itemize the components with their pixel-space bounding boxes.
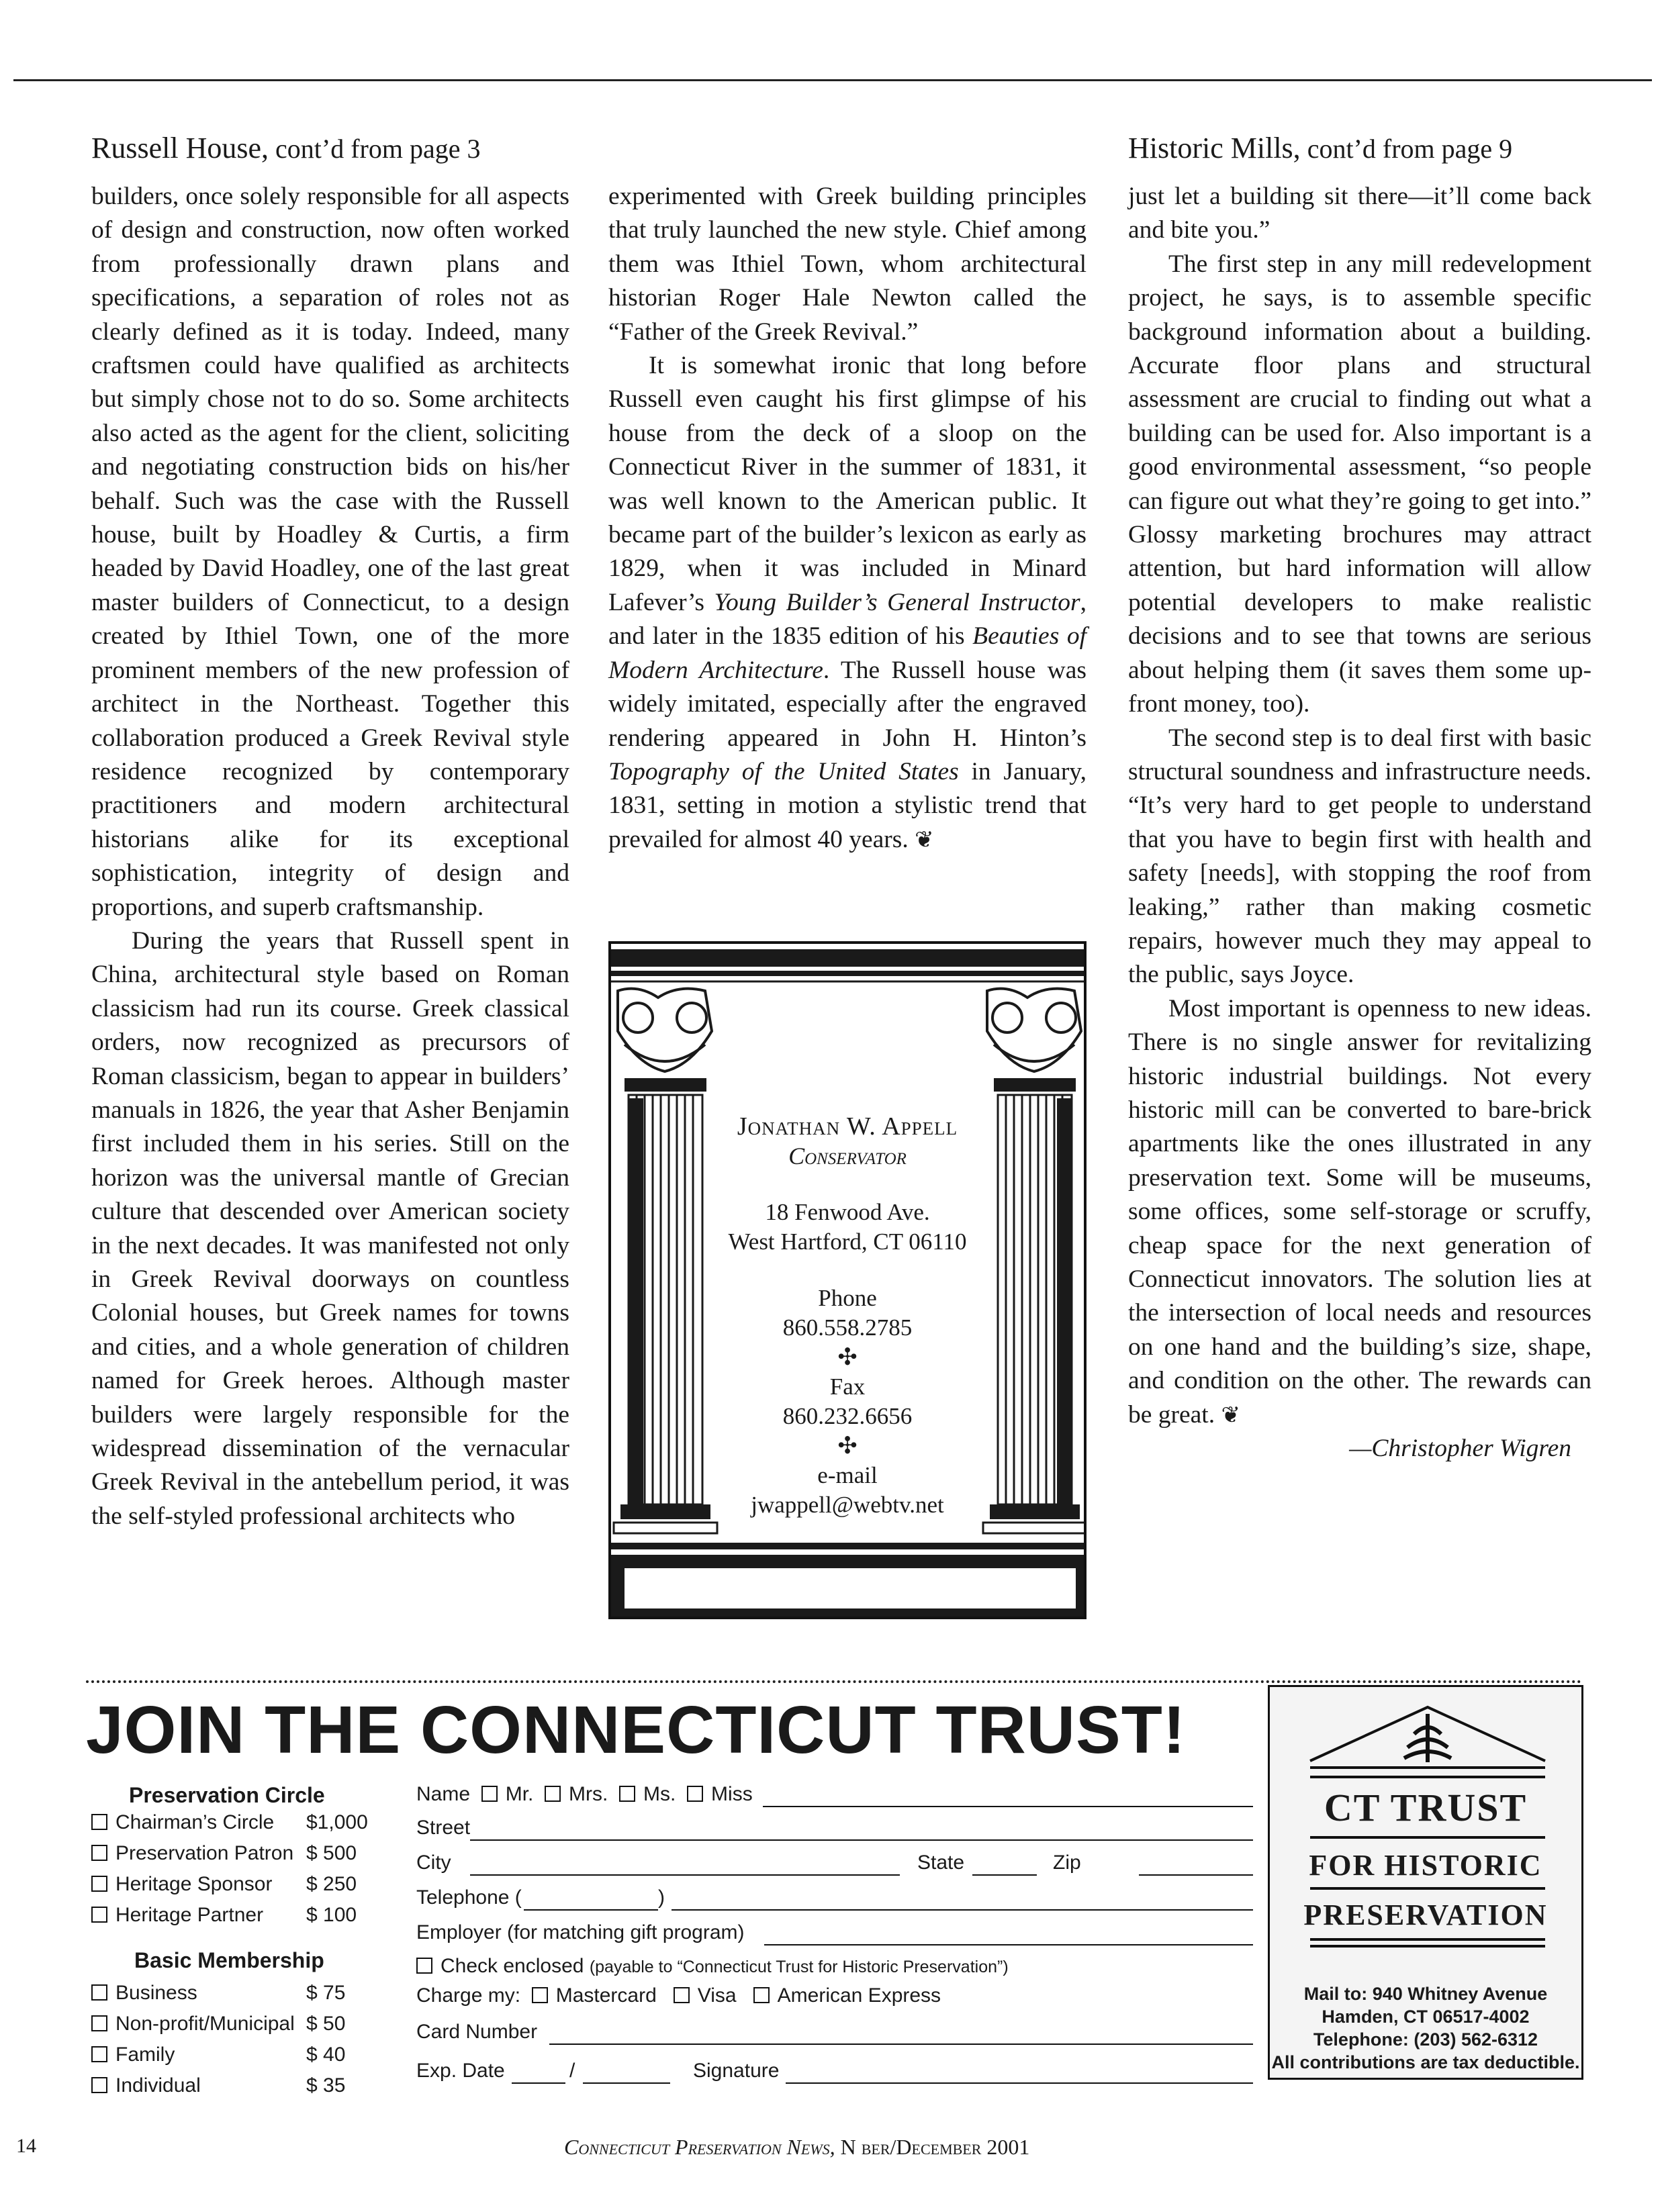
name-field-row: Name Mr. Mrs. Ms. Miss bbox=[416, 1783, 753, 1805]
email-label: e-mail bbox=[817, 1462, 878, 1488]
email-address: jwappell@webtv.net bbox=[751, 1492, 944, 1518]
ad-street: 18 Fenwood Ave. bbox=[765, 1199, 930, 1225]
signature-label: Signature bbox=[693, 2060, 780, 2082]
leaf-ornament-icon: ❦ bbox=[1221, 1401, 1240, 1429]
employer-input[interactable] bbox=[764, 1944, 1253, 1945]
trust-phone: Telephone: (203) 562-6312 bbox=[1313, 2029, 1538, 2050]
trust-city: Hamden, CT 06517-4002 bbox=[1322, 2007, 1530, 2027]
checkbox[interactable] bbox=[91, 2046, 107, 2062]
tier-option[interactable]: Non-profit/Municipal $ 50 bbox=[91, 2013, 373, 2042]
paragraph: The first step in any mill redevelopment project, he says, is to assemble specific background information about a building. Accurate floor plans and structural assessment are crucial to finding out what a building can be used for. Also important is a good environmental assessment, “so people can figure out what they’re going to get into.” Glossy marketing brochures may attract attention, but hard information will allow potential developers to make realistic decisions and to see that towns are serious about helping them (it saves them some up-front money, too). bbox=[1128, 250, 1591, 718]
city-input[interactable] bbox=[470, 1874, 900, 1876]
name-input[interactable] bbox=[763, 1806, 1253, 1807]
ad-city: West Hartford, CT 06110 bbox=[728, 1229, 967, 1255]
exp-separator: / bbox=[569, 2060, 575, 2082]
street-input[interactable] bbox=[470, 1839, 1253, 1841]
paragraph: During the years that Russell spent in China, architectural style based on Roman classicism had run its course. Greek classical orders, now recognized as precursors of Roman classicism, began to appear in builders’ manuals in 1826, the year that Asher Benjamin first included them in his series. Still on the horizon was the universal mantle of Grecian culture that descended over American society in the next decades. It was manifested not only in Greek Revival doorways on countless Colonial houses, but Greek names for towns and cities, and a whole generation of children named for Greek heroes. Although master builders were largely responsible for the widespread dissemination of the vernacular Greek Revival in the antebellum period, it was the self-styled professional architects who bbox=[91, 926, 569, 1530]
checkbox[interactable] bbox=[91, 1984, 107, 2001]
coupon-cut-line bbox=[86, 1680, 1582, 1683]
charge-row: Charge my: Mastercard Visa American Express bbox=[416, 1984, 941, 2007]
trust-name-line3: PRESERVATION bbox=[1303, 1898, 1548, 1931]
checkbox-mr[interactable] bbox=[481, 1786, 498, 1802]
state-label: State bbox=[917, 1852, 965, 1874]
zip-input[interactable] bbox=[1139, 1874, 1253, 1876]
phone-label: Phone bbox=[818, 1285, 877, 1311]
paragraph: just let a building sit there—it’ll come back and bite you.” bbox=[1128, 183, 1591, 244]
preservation-circle-title: Preservation Circle bbox=[129, 1783, 325, 1807]
area-code-input[interactable] bbox=[524, 1909, 658, 1911]
paragraph: Most important is openness to new ideas. There is no single answer for revitalizing historic industrial buildings. Not every historic mill can be converted to bare-brick apartments like the ones illustrated in any preservation text. Some will be museums, some offices, some self-storage or scruffy, cheap space for the next generation of Connecticut innovators. The solution lies at the intersection of local needs and resources on one hand and the building’s size, shape, and condition on the other. The rewards can be great. ❦ bbox=[1128, 994, 1591, 1429]
ct-trust-logo-box bbox=[1268, 1685, 1583, 2080]
issue-date: N ber/December 2001 bbox=[840, 2135, 1030, 2159]
divider-icon: ✣ bbox=[837, 1433, 858, 1459]
phone-number: 860.558.2785 bbox=[782, 1314, 913, 1341]
heading-continued: cont’d from page 3 bbox=[275, 134, 481, 164]
ad-contact-block bbox=[611, 1112, 1084, 1520]
signature-input[interactable] bbox=[786, 2082, 1253, 2084]
publication-footer bbox=[564, 2135, 1029, 2160]
checkbox-miss[interactable] bbox=[687, 1786, 703, 1802]
conservator-name: Jonathan W. Appell bbox=[737, 1112, 958, 1141]
left-column-heading bbox=[91, 131, 480, 165]
heading-title: Russell House, bbox=[91, 132, 269, 164]
join-headline: JOIN THE CONNECTICUT TRUST! bbox=[86, 1692, 1187, 1768]
card-number-label: Card Number bbox=[416, 2021, 538, 2043]
tier-option[interactable]: Preservation Patron $ 500 bbox=[91, 1842, 373, 1872]
exp-month-input[interactable] bbox=[512, 2082, 565, 2084]
paragraph: It is somewhat ironic that long before Russell even caught his first glimpse of his house from the deck of a sloop on the Connecticut River in the summer of 1831, it was well known to the American public. It became part of the builder’s lexicon as early as 1829, when it was included in Minard Lafever’s Young Builder’s General Instructor, and later in the 1835 edition of his Beauties of Modern Architecture. The Russell house was widely imitated, especially after the engraved rendering appeared in John H. Hinton’s Topography of the United States in January, 1831, setting in motion a stylistic trend that prevailed for almost 40 years. ❦ bbox=[608, 352, 1087, 853]
article-column-1 bbox=[91, 180, 569, 1533]
conservator-title: Conservator bbox=[788, 1143, 907, 1169]
paragraph: experimented with Greek building principles that truly launched the new style. Chief among them was Ithiel Town, whom architectural historian Roger Hale Newton called the “Father of the Greek Revival.” bbox=[608, 183, 1087, 346]
check-enclosed-checkbox[interactable] bbox=[416, 1958, 432, 1974]
publication-name: Connecticut Preservation News, bbox=[564, 2135, 835, 2159]
article-column-3 bbox=[1128, 180, 1591, 1465]
check-payable-note: (payable to “Connecticut Trust for Historic Preservation”) bbox=[589, 1958, 1009, 1976]
checkbox[interactable] bbox=[91, 1876, 107, 1892]
check-row: Check enclosed (payable to “Connecticut Trust for Historic Preservation”) bbox=[416, 1955, 1009, 1978]
trust-name-line1: CT TRUST bbox=[1324, 1786, 1528, 1829]
leaf-ornament-icon: ❦ bbox=[915, 826, 934, 853]
conservator-advertisement bbox=[608, 941, 1087, 1619]
checkbox-mrs[interactable] bbox=[545, 1786, 561, 1802]
exp-year-input[interactable] bbox=[583, 2082, 670, 2084]
amex-checkbox[interactable] bbox=[753, 1987, 770, 2003]
trust-name-line2: FOR HISTORIC bbox=[1309, 1849, 1542, 1882]
exp-date-label: Exp. Date bbox=[416, 2060, 505, 2082]
tier-option[interactable]: Heritage Sponsor $ 250 bbox=[91, 1873, 373, 1903]
tier-option[interactable]: Chairman’s Circle $1,000 bbox=[91, 1811, 373, 1841]
card-number-input[interactable] bbox=[549, 2043, 1253, 2045]
paragraph: The second step is to deal first with basic structural soundness and infrastructure needs. “It’s very hard to get people to understand that you have to begin first with health and safety [needs], with stopping the roof from leaking,” rather than making cosmetic repairs, however much they may appeal to the public, says Joyce. bbox=[1128, 724, 1591, 989]
visa-checkbox[interactable] bbox=[674, 1987, 690, 2003]
trust-tax-note: All contributions are tax deductible. bbox=[1271, 2052, 1580, 2072]
page-number: 14 bbox=[16, 2135, 36, 2157]
roof-tree-logo-icon bbox=[1270, 1687, 1585, 1781]
checkbox[interactable] bbox=[91, 2015, 107, 2031]
fax-label: Fax bbox=[829, 1374, 866, 1400]
basic-membership-title: Basic Membership bbox=[134, 1948, 324, 1972]
fax-number: 860.232.6656 bbox=[782, 1403, 913, 1429]
checkbox-ms[interactable] bbox=[619, 1786, 635, 1802]
employer-label: Employer (for matching gift program) bbox=[416, 1921, 745, 1943]
checkbox[interactable] bbox=[91, 1814, 107, 1830]
byline: —Christopher Wigren bbox=[1349, 1435, 1571, 1463]
tier-option[interactable]: Family $ 40 bbox=[91, 2043, 373, 2073]
tier-option[interactable]: Business $ 75 bbox=[91, 1982, 373, 2011]
tier-option[interactable]: Individual $ 35 bbox=[91, 2074, 373, 2104]
telephone-label: Telephone ( bbox=[416, 1886, 522, 1909]
city-label: City bbox=[416, 1852, 451, 1874]
zip-label: Zip bbox=[1053, 1852, 1081, 1874]
trust-mail-address: Mail to: 940 Whitney Avenue bbox=[1303, 1984, 1548, 2004]
tier-option[interactable]: Heritage Partner $ 100 bbox=[91, 1904, 373, 1933]
paragraph: builders, once solely responsible for all aspects of design and construction, now often worked from professionally drawn plans and specifications, a separation of roles not as clearly defined as it is today. Indeed, many craftsmen could have qualified as architects but simply chose not to do so. Some architects also acted as the agent for the client, soliciting and negotiating construction bids on his/her behalf. Such was the case with the Russell house, built by Hoadley & Curtis, a firm headed by David Hoadley, one of the last great master builders of Connecticut, to a design created by Ithiel Town, one of the more prominent members of the new profession of architect in the Northeast. Together this collaboration produced a Greek Revival style residence recognized by contemporary practitioners and modern architectural historians alike for its exceptional sophistication, integrity of design and proportions, and superb craftsmanship. bbox=[91, 183, 569, 921]
article-column-2 bbox=[608, 180, 1087, 857]
top-rule bbox=[13, 79, 1652, 81]
state-input[interactable] bbox=[972, 1874, 1037, 1876]
telephone-input[interactable] bbox=[672, 1909, 1253, 1911]
heading-title: Historic Mills, bbox=[1128, 132, 1301, 164]
telephone-close: ) bbox=[658, 1886, 665, 1909]
divider-icon: ✣ bbox=[837, 1344, 858, 1370]
heading-continued: cont’d from page 9 bbox=[1307, 134, 1513, 164]
checkbox[interactable] bbox=[91, 2077, 107, 2093]
mastercard-checkbox[interactable] bbox=[532, 1987, 548, 2003]
right-column-heading bbox=[1128, 131, 1512, 165]
checkbox[interactable] bbox=[91, 1907, 107, 1923]
trust-mailing-info bbox=[1270, 1982, 1581, 2074]
checkbox[interactable] bbox=[91, 1845, 107, 1861]
street-label: Street bbox=[416, 1817, 471, 1839]
